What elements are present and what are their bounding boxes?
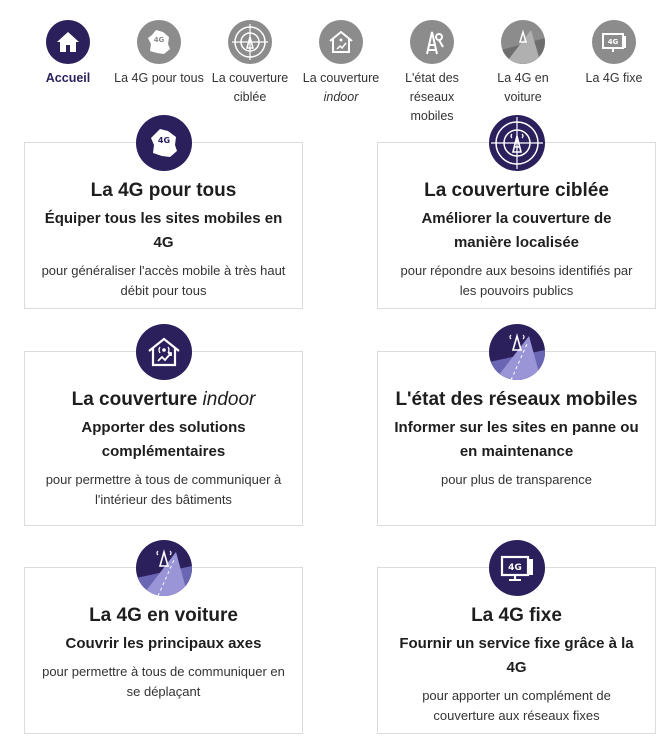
- nav-label: La 4G en voiture: [497, 71, 549, 104]
- card-title: L'état des réseaux mobiles: [395, 389, 638, 410]
- house-signal-icon: [136, 324, 192, 380]
- target-antenna-icon: [228, 20, 272, 64]
- card-etat-reseaux[interactable]: [377, 351, 656, 526]
- nav-item-4g-pour-tous[interactable]: [114, 20, 204, 88]
- card-description: pour répondre aux besoins identifiés par les pouvoirs publics: [400, 263, 633, 298]
- france-4g-icon: [137, 20, 181, 64]
- card-title: La 4G pour tous: [90, 180, 237, 201]
- card-title: La 4G fixe: [471, 605, 562, 626]
- nav-item-4g-fixe[interactable]: [569, 20, 659, 88]
- road-antenna-icon: [501, 20, 545, 64]
- card-subtitle: Couvrir les principaux axes: [65, 635, 262, 652]
- nav-item-couverture-indoor[interactable]: [296, 20, 386, 107]
- card-title: La couverture ciblée: [424, 180, 609, 201]
- nav-label: La 4G pour tous: [114, 71, 204, 85]
- nav-label: La couverture indoor: [302, 71, 380, 104]
- road-antenna-icon: [489, 324, 545, 380]
- nav-item-couverture-ciblee[interactable]: [205, 20, 295, 107]
- svg-text:4G: 4G: [153, 36, 165, 44]
- card-couverture-ciblee[interactable]: [377, 142, 656, 309]
- nav-item-etat-reseaux[interactable]: [387, 20, 477, 126]
- card-title: La couverture indoor: [71, 389, 256, 410]
- top-navigation: [0, 0, 672, 125]
- card-description: pour permettre à tous de communiquer à l'intérieur des bâtiments: [45, 472, 282, 507]
- card-subtitle: Informer sur les sites en panne ou en maintenance: [394, 419, 639, 460]
- card-subtitle: Améliorer la couverture de manière localisée: [421, 210, 612, 251]
- tower-tools-icon: [410, 20, 454, 64]
- card-subtitle: Fournir un service fixe grâce à la 4G: [399, 635, 634, 676]
- nav-label: La couverture ciblée: [211, 71, 289, 104]
- card-4g-pour-tous[interactable]: [24, 136, 303, 309]
- card-description: pour permettre à tous de communiquer en se déplaçant: [42, 664, 285, 699]
- card-4g-en-voiture[interactable]: [24, 567, 303, 734]
- svg-text:4G: 4G: [157, 136, 170, 145]
- nav-item-accueil[interactable]: [23, 20, 113, 88]
- nav-label: L'état des réseaux mobiles: [405, 71, 459, 123]
- card-couverture-indoor[interactable]: [24, 351, 303, 526]
- nav-label: La 4G fixe: [585, 71, 643, 85]
- nav-item-4g-en-voiture[interactable]: [478, 20, 568, 107]
- card-description: pour plus de transparence: [440, 472, 593, 487]
- nav-label: Accueil: [45, 71, 91, 85]
- france-4g-icon: [136, 115, 192, 171]
- card-description: pour généraliser l'accès mobile à très haut débit pour tous: [41, 263, 286, 298]
- road-antenna-icon: [136, 540, 192, 596]
- card-title: La 4G en voiture: [89, 605, 238, 626]
- monitor-4g-icon: [592, 20, 636, 64]
- home-icon: [46, 20, 90, 64]
- svg-text:4G: 4G: [607, 38, 619, 46]
- house-signal-icon: [319, 20, 363, 64]
- target-antenna-icon: [489, 115, 545, 171]
- card-description: pour apporter un complément de couverture aux réseaux fixes: [422, 688, 611, 723]
- card-subtitle: Équiper tous les sites mobiles en 4G: [44, 210, 283, 251]
- monitor-4g-icon: [489, 540, 545, 596]
- svg-text:4G: 4G: [507, 563, 522, 573]
- card-4g-fixe[interactable]: [377, 563, 656, 734]
- card-subtitle: Apporter des solutions complémentaires: [81, 419, 246, 460]
